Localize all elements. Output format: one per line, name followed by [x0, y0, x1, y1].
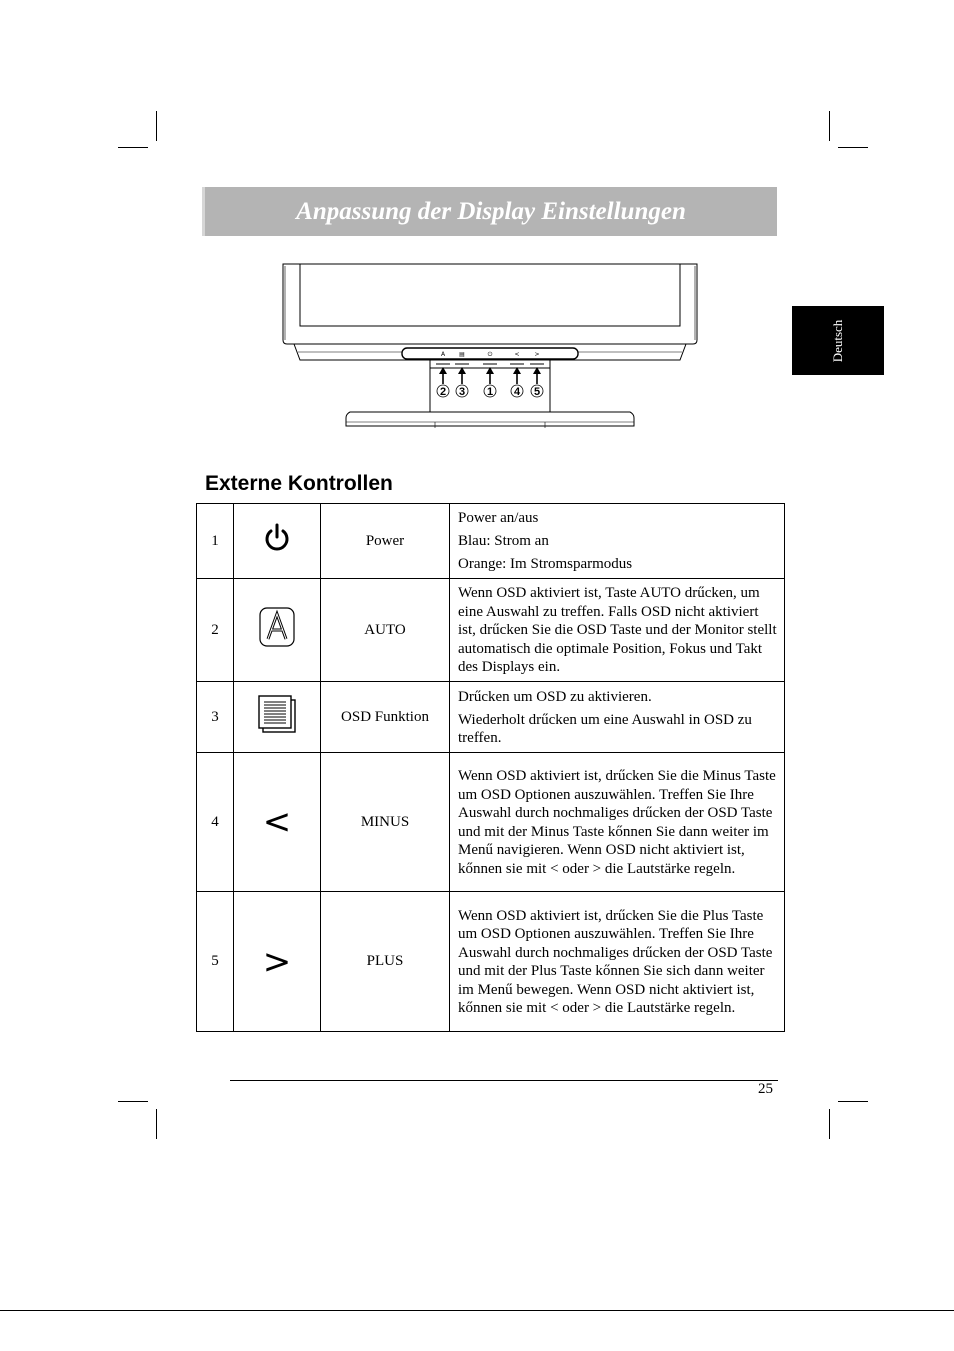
button-symbol: ⏻ [487, 351, 493, 358]
callout-number: 1 [486, 386, 494, 398]
row-number: 2 [197, 579, 234, 682]
description-line: Orange: Im Stromsparmodus [458, 556, 633, 573]
language-tab-label: Deutsch [830, 319, 845, 362]
row-number: 4 [197, 753, 234, 892]
footer-rule [230, 1080, 778, 1081]
description-line: Blau: Strom an [458, 533, 549, 550]
monitor-bezel [283, 264, 697, 344]
row-icon-cell [234, 753, 321, 892]
control-description [450, 579, 785, 682]
crop-mark [118, 1101, 148, 1102]
control-description [450, 892, 785, 1032]
button-symbol: ▤ [459, 351, 465, 358]
page-title: Anpassung der Display Einstellungen [296, 197, 686, 225]
control-description [450, 682, 785, 753]
description-line: Wenn OSD aktiviert ist, Taste AUTO drűcken, um eine Auswahl zu treffen. Falls OSD nicht aktiviert ist, drűcken Sie die OSD Taste und der Monitor stellt automatisch die optimale Position, Fokus und Takt des Displays ein. [458, 585, 777, 676]
callout-number: 4 [513, 386, 521, 398]
crop-mark [829, 1109, 830, 1139]
page-number: 25 [758, 1081, 773, 1097]
control-description [450, 753, 785, 892]
crop-mark [156, 111, 157, 141]
description-line: Wenn OSD aktiviert ist, drűcken Sie die Plus Taste um OSD Optionen auszuwählen. Treffen Sie Ihre Auswahl durch nochmaliges drűcken der OSD Taste und mit der Plus Taste kőnnen Sie sich dann weiter im Menű bewegen. Wenn OSD nicht aktiviert ist, kőnnen sie mit < oder > die Lautstärke regeln. [458, 907, 773, 1016]
button-symbol: > [534, 351, 540, 358]
osd-menu-icon [257, 694, 297, 734]
plus-chevron-right-icon: > [262, 941, 292, 982]
section-heading: Externe Kontrollen [205, 472, 393, 495]
control-name: PLUS [321, 892, 450, 1032]
monitor-front-diagram [280, 262, 700, 432]
table-row [197, 579, 785, 682]
crop-mark [156, 1109, 157, 1139]
row-number: 1 [197, 504, 234, 579]
row-icon-cell [234, 892, 321, 1032]
minus-chevron-left-icon: < [262, 802, 292, 842]
control-name: AUTO [321, 579, 450, 682]
auto-icon [259, 607, 295, 647]
row-number: 5 [197, 892, 234, 1032]
row-icon-cell [234, 682, 321, 753]
table-row [197, 504, 785, 579]
crop-mark [838, 147, 868, 148]
row-number: 3 [197, 682, 234, 753]
callout-arrows [439, 367, 541, 384]
controls-table [196, 503, 785, 1032]
crop-mark [118, 147, 148, 148]
language-tab [792, 306, 884, 375]
callout-number: 3 [458, 386, 466, 398]
monitor-screen [300, 264, 680, 326]
callout-number: 5 [533, 386, 541, 398]
button-symbol: < [514, 351, 520, 358]
control-description [450, 504, 785, 579]
description-line: Wenn OSD aktiviert ist, drűcken Sie die Minus Taste um OSD Optionen auszuwählen. Treffen Sie Ihre Auswahl durch nochmaliges drűcken der OSD Taste und mit der Minus Taste kőnnen Sie dann weiter im Menű navigieren. Wenn OSD nicht aktiviert ist, kőnnen sie mit < oder > die Lautstärke regeln. [458, 768, 776, 877]
row-icon-cell [234, 579, 321, 682]
button-symbol: A [440, 351, 446, 358]
control-name: Power [321, 504, 450, 579]
table-row [197, 682, 785, 753]
control-name: MINUS [321, 753, 450, 892]
description-line: Power an/aus [458, 510, 539, 527]
crop-mark [838, 1101, 868, 1102]
crop-mark [829, 111, 830, 141]
page-title-bar [202, 187, 777, 236]
row-icon-cell [234, 504, 321, 579]
callout-number: 2 [439, 386, 447, 398]
description-line: Drűcken um OSD zu aktivieren. [458, 688, 652, 705]
table-row [197, 753, 785, 892]
page-bottom-rule [0, 1310, 954, 1311]
power-icon [261, 522, 293, 554]
table-row [197, 892, 785, 1032]
description-line: Wiederholt drűcken um eine Auswahl in OSD zu treffen. [458, 711, 752, 746]
control-name: OSD Funktion [321, 682, 450, 753]
